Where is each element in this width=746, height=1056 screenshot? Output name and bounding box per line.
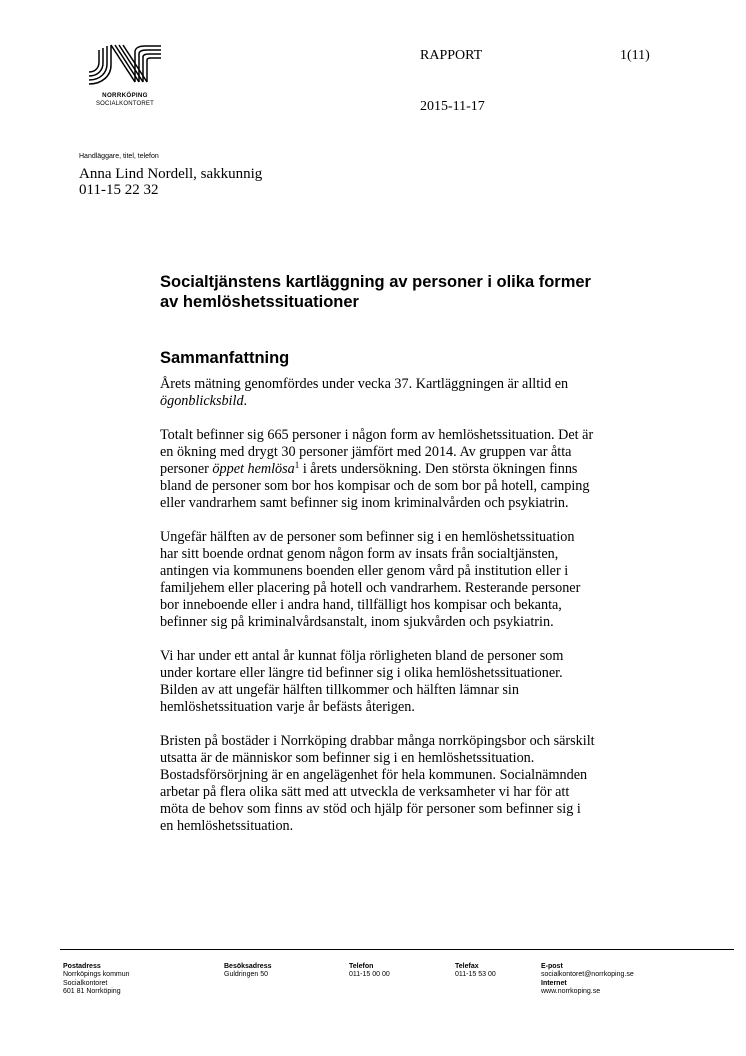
text-line: Bristen på bostäder i Norrköping drabbar många norrköpingsbor och särskilt (160, 733, 595, 749)
text-line: har sitt boende ordnat genom någon form av insats från socialtjänsten, (160, 546, 559, 562)
logo-line-norrkoping: NORRKÖPING (102, 92, 148, 99)
handler-caption: Handläggare, titel, telefon (79, 153, 159, 160)
footer-value: 011-15 53 00 (455, 971, 496, 979)
footer-telefax (455, 963, 496, 980)
footer-label: Besöksadress (224, 963, 272, 970)
paragraph-2 (160, 427, 650, 512)
footer-label: Telefax (455, 963, 479, 970)
text-line: Ungefär hälften av de personer som befinner sig i en hemlöshetssituation (160, 529, 575, 545)
text-line: bor inneboende eller i andra hand, tillfälligt hos kompisar och bekanta, (160, 597, 562, 613)
text-line (160, 393, 650, 410)
text-line: under kortare eller längre tid befinner sig i olika hemlöshetssituationer. (160, 665, 563, 681)
footer-visiting-address (224, 963, 271, 980)
document-body (160, 376, 650, 852)
footer-divider (60, 949, 734, 950)
text-line: möta de behov som finns av stöd och hjälp för personer som befinner sig i (160, 801, 581, 817)
report-label: RAPPORT (420, 48, 483, 63)
text-line: antingen via kommunens boenden eller genom vård på institution eller i (160, 563, 569, 579)
text-line (160, 461, 650, 478)
footer-label: E-post (541, 963, 563, 970)
norrkoping-logo (80, 42, 170, 114)
text-line: Vi har under ett antal år kunnat följa rörligheten bland de personer som (160, 648, 564, 664)
footer-value: Socialkontoret (63, 979, 108, 987)
footer-label: Postadress (63, 963, 101, 970)
text-line: en hemlöshetssituation. (160, 818, 294, 834)
text-line: utsatta är de människor som befinner sig i en hemlöshetssituation. (160, 750, 535, 766)
handler-name: Anna Lind Nordell, sakkunnig (79, 166, 263, 182)
logo-line-socialkontoret: SOCIALKONTORET (95, 101, 155, 107)
footnote-reference[interactable]: 1 (294, 460, 300, 470)
text-line: eller vandrarhem samt befinner sig inom kriminalvården och psykiatrin. (160, 495, 569, 511)
text-line: bland de personer som bor hos kompisar och de som bor på hotell, camping (160, 478, 590, 494)
italic-term: öppet hemlösa (212, 461, 295, 477)
handler-phone: 011-15 22 32 (79, 182, 159, 198)
text-line: Årets mätning genomfördes under vecka 37. Kartläggningen är alltid en (160, 376, 569, 392)
document-title (160, 272, 640, 312)
footer-label: Internet (541, 979, 567, 987)
paragraph-4 (160, 648, 650, 716)
norrkoping-n-mark-icon (87, 42, 163, 88)
footer-contact (541, 963, 634, 996)
paragraph-1 (160, 376, 650, 410)
summary-heading: Sammanfattning (160, 349, 290, 367)
footer-value: Guldringen 50 (224, 971, 268, 979)
page-number: 1(11) (620, 48, 650, 63)
text-line: Totalt befinner sig 665 personer i någon form av hemlöshetssituation. Det är (160, 427, 594, 443)
text-line: arbetar på flera olika sätt med att utveckla de verksamheter vi har för att (160, 784, 570, 800)
title-line: Socialtjänstens kartläggning av personer i olika former (160, 273, 591, 291)
paragraph-5 (160, 733, 650, 835)
italic-term: ögonblicksbild (160, 393, 244, 409)
report-date: 2015-11-17 (420, 99, 485, 114)
footer-value: 011-15 00 00 (349, 971, 390, 979)
text-fragment: i årets undersökning. Den största ökningen finns (299, 461, 578, 477)
text-line: en ökning med drygt 30 personer jämfört med 2014. Av gruppen var åtta (160, 444, 572, 460)
paragraph-3 (160, 529, 650, 631)
footer-label: Telefon (349, 963, 374, 970)
title-line: av hemlöshetssituationer (160, 293, 359, 311)
text-line: Bilden av att ungefär hälften tillkommer och hälften lämnar sin (160, 682, 519, 698)
text-fragment: . (243, 393, 248, 409)
text-line: familjehem eller placering på hotell och vandrarhem. Resterande personer (160, 580, 581, 596)
text-line: befinner sig på kriminalvårdsanstalt, inom sjukvården och psykiatrin. (160, 614, 554, 630)
footer-value: Norrköpings kommun (63, 971, 130, 979)
footer-telephone (349, 963, 390, 980)
footer-email-link[interactable]: socialkontoret@norrkoping.se (541, 971, 634, 979)
footer-value: 601 81 Norrköping (63, 987, 121, 995)
footer-website-link[interactable]: www.norrkoping.se (541, 987, 601, 995)
footer-postal-address (63, 963, 130, 996)
text-fragment: personer (160, 461, 213, 477)
text-line: Bostadsförsörjning är en angelägenhet för hela kommunen. Socialnämnden (160, 767, 588, 783)
text-line: hemlöshetssituation varje år befästs återigen. (160, 699, 415, 715)
